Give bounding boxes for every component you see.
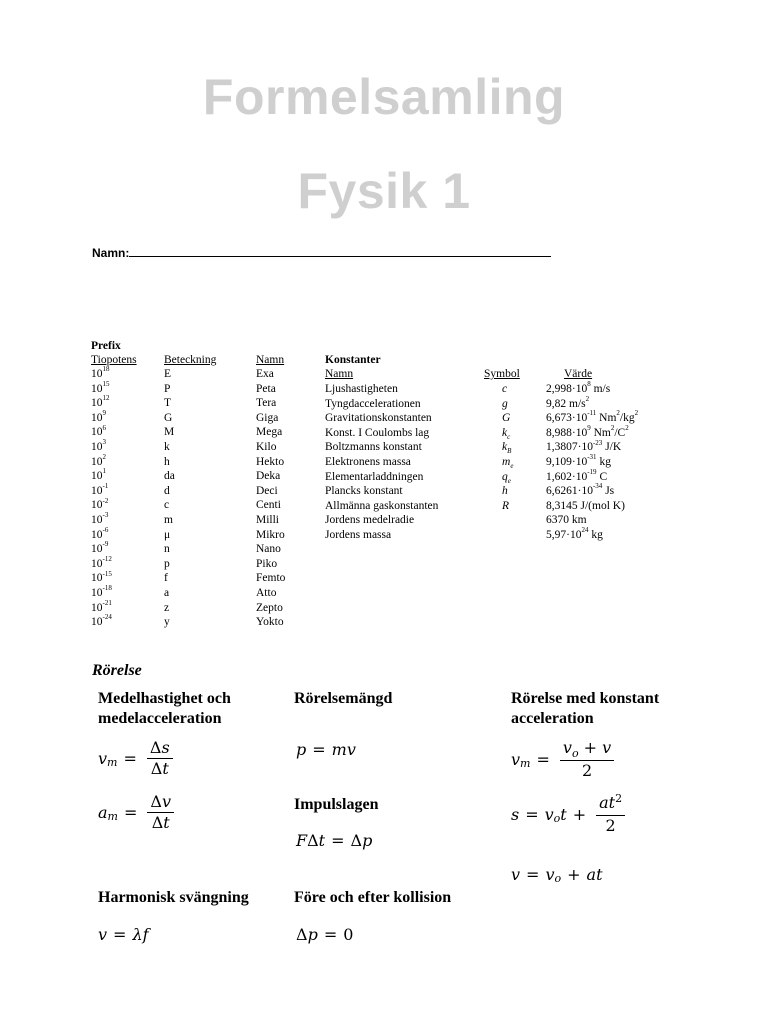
heading-kollision: Före och efter kollision (294, 889, 452, 906)
prefix-symbol: h (164, 455, 170, 468)
konstant-name: Ljushastigheten (325, 383, 398, 395)
prefix-symbol: P (164, 382, 171, 395)
prefix-name: Mikro (256, 528, 285, 541)
konstant-symbol: $q_e$ (502, 470, 511, 485)
konstant-name: Boltzmanns konstant (325, 441, 422, 454)
prefix-power: $10^{-3}$ (91, 511, 109, 526)
heading-konstant-acceleration: Rörelse med konstant acceleration (511, 690, 660, 727)
konstant-value: 6370 km (546, 514, 587, 527)
formula-harmonisk: v = λf (98, 925, 149, 944)
prefix-symbol: n (164, 543, 170, 556)
konstanter-title: Konstanter (325, 354, 381, 366)
konstant-value: $5,97\cdot 10^{24}$ kg (546, 526, 603, 541)
konstant-value: 8,3145 J/(mol K) (546, 499, 625, 512)
prefix-header-beteckning: Beteckning (164, 354, 217, 366)
prefix-header-tiopotens: Tiopotens (91, 354, 137, 366)
name-label: Namn: (92, 246, 130, 260)
konstant-value: $6,673\cdot 10^{-11}$ $Nm^2/kg^2$ (546, 409, 639, 425)
prefix-power: $10^9$ (91, 408, 106, 424)
konstant-value: 9,82 $m/s^2$ (546, 394, 590, 410)
prefix-power: $10^3$ (91, 438, 106, 453)
konstant-name: Jordens massa (325, 529, 392, 541)
prefix-power: $10^6$ (91, 423, 106, 439)
heading-medelhastighet: Medelhastighet och medelacceleration (98, 690, 231, 727)
prefix-power: $10^{-24}$ (91, 613, 112, 629)
prefix-symbol: G (164, 411, 173, 424)
name-line[interactable] (129, 246, 551, 257)
prefix-name: Femto (256, 572, 286, 585)
prefix-name: Giga (256, 411, 279, 424)
prefix-name: Mega (256, 426, 283, 439)
prefix-name: Atto (256, 587, 277, 599)
prefix-power: $10^{-21}$ (91, 598, 112, 614)
konstant-symbol: g (502, 397, 508, 410)
konstant-name: Gravitationskonstanten (325, 412, 432, 425)
prefix-symbol: E (164, 368, 172, 380)
konstant-symbol: h (502, 485, 508, 498)
konst-header-symbol: Symbol (484, 368, 520, 380)
prefix-power: $10^{18}$ (91, 365, 110, 380)
konst-header-varde: Värde (564, 368, 593, 380)
prefix-header-namn: Namn (256, 354, 285, 366)
prefix-name: Milli (256, 514, 280, 526)
prefix-symbol: T (164, 397, 172, 410)
heading-harmonisk: Harmonisk svängning (98, 889, 249, 906)
prefix-name: Exa (256, 368, 274, 380)
konstant-symbol: $k_B$ (502, 441, 512, 456)
prefix-symbol: c (164, 499, 170, 512)
konstant-name: Allmänna gaskonstanten (325, 499, 439, 512)
prefix-name: Nano (256, 543, 281, 556)
prefix-power: $10^{15}$ (91, 379, 110, 395)
prefix-symbol: k (164, 441, 170, 453)
prefix-symbol: M (164, 426, 175, 439)
prefix-power: $10^2$ (91, 452, 106, 468)
prefix-power: $10^1$ (91, 467, 106, 483)
formula-hastighet: v = v o + at (511, 865, 603, 885)
section-rorelse: Rörelse (92, 662, 142, 679)
konstant-symbol: $k_c$ (502, 426, 511, 441)
prefix-power: $10^{-15}$ (91, 569, 112, 585)
prefix-symbol: z (164, 601, 170, 614)
prefix-symbol: μ (164, 528, 171, 541)
prefix-power: $10^{-12}$ (91, 554, 112, 570)
prefix-power: $10^{12}$ (91, 394, 110, 410)
konstant-value: $6,6261\cdot 10^{-34}$ Js (546, 482, 615, 498)
konstant-value: $9,109\cdot 10^{-31}$ kg (546, 453, 611, 468)
prefix-name: Yokto (256, 616, 284, 629)
prefix-symbol: d (164, 484, 170, 497)
konstant-name: Tyngdaccelerationen (325, 397, 421, 410)
formula-medelhastighet-konstant: v m = $\frac{v_o + v}{2}$ (511, 738, 618, 781)
prefix-name: Piko (256, 557, 278, 570)
konstant-name: Plancks konstant (325, 485, 403, 498)
prefix-power: $10^{-18}$ (91, 584, 112, 599)
formula-medelhastighet: v m = $\frac{\Delta s}{\Delta t}$ (98, 738, 177, 779)
heading-impulslagen: Impulslagen (294, 796, 379, 813)
konstant-value: $8,988\cdot 10^9$ $Nm^2/C^2$ (546, 423, 629, 439)
document-title: Formelsamling (202, 69, 566, 125)
formula-kollision: Δ p = 0 (296, 925, 354, 944)
konstant-value: $1,602\cdot 10^{-19}$ C (546, 467, 608, 483)
prefix-power: $10^{-1}$ (91, 481, 109, 497)
prefix-name: Tera (256, 397, 277, 410)
document-subtitle: Fysik 1 (297, 163, 471, 219)
prefix-name: Centi (256, 499, 281, 512)
prefix-title: Prefix (91, 340, 121, 352)
name-field[interactable] (92, 246, 551, 260)
konstant-symbol: $m_e$ (502, 456, 514, 470)
formula-strackan: s = v o t + $\frac{at^2}{2}$ (511, 793, 629, 836)
formula-medelacceleration: a m = $\frac{\Delta v}{\Delta t}$ (98, 792, 178, 833)
konstant-name: Elektronens massa (325, 456, 411, 468)
formula-impulslagen: F Δ t = Δ p (296, 831, 373, 850)
prefix-symbol: m (164, 514, 173, 526)
konstant-name: Jordens medelradie (325, 514, 415, 527)
prefix-power: $10^{-2}$ (91, 496, 109, 512)
prefix-symbol: da (164, 470, 175, 483)
konstant-symbol: c (502, 383, 508, 395)
prefix-name: Zepto (256, 601, 283, 614)
prefix-name: Deka (256, 470, 281, 483)
konstant-value: $1,3807\cdot 10^{-23}$ J/K (546, 438, 622, 454)
konstant-symbol: R (502, 499, 510, 512)
prefix-symbol: f (164, 572, 168, 585)
prefix-name: Hekto (256, 455, 285, 468)
prefix-symbol: p (164, 557, 170, 570)
heading-rorelsemangd: Rörelsemängd (294, 690, 393, 707)
formula-rorelsemangd: p = mv (296, 740, 356, 759)
konstant-value: $2,998\cdot 10^8$ m/s (546, 380, 611, 395)
konst-header-namn: Namn (325, 368, 354, 380)
konstant-symbol: G (502, 412, 511, 425)
prefix-name: Kilo (256, 441, 277, 453)
konstant-name: Elementarladdningen (325, 470, 424, 483)
prefix-power: $10^{-9}$ (91, 540, 109, 556)
prefix-symbol: y (164, 616, 170, 629)
konstant-name: Konst. I Coulombs lag (325, 426, 430, 439)
prefix-name: Deci (256, 484, 278, 497)
prefix-name: Peta (256, 382, 276, 395)
prefix-symbol: a (164, 587, 170, 599)
prefix-power: $10^{-6}$ (91, 525, 109, 541)
